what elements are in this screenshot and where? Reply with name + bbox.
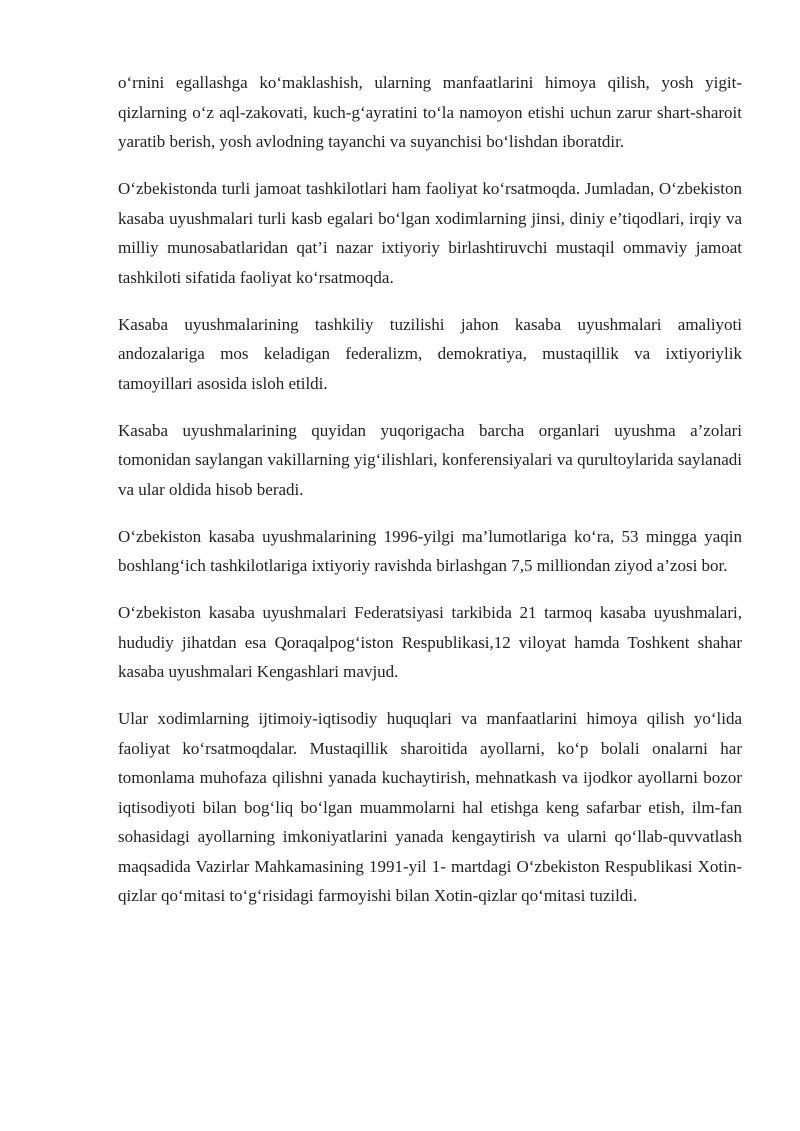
paragraph-2: O‘zbekistonda turli jamoat tashkilotlari ham faoliyat ko‘rsatmoqda. Jumladan, O‘zbekiston kasaba uyushmalari turli kasb egalari bo‘lgan xodimlarning jinsi, diniy e’tiqodlari, irqiy va milliy munosabatlaridan qat’i nazar ixtiyoriy birlashtiruvchi mustaqil ommaviy jamoat tashkiloti sifatida faoliyat ko‘rsatmoqda. (118, 179, 742, 287)
document-page (118, 68, 742, 928)
paragraph-5: O‘zbekiston kasaba uyushmalarining 1996-yilgi ma’lumotlariga ko‘ra, 53 mingga yaqin boshlang‘ich tashkilotlariga ixtiyoriy ravishda birlashgan 7,5 milliondan ziyod a’zosi bor. (118, 526, 742, 575)
paragraph-6: O‘zbekiston kasaba uyushmalari Federatsiyasi tarkibida 21 tarmoq kasaba uyushmalari, hududiy jihatdan esa Qoraqalpog‘iston Respublikasi,12 viloyat hamda Toshkent shahar kasaba uyushmalari Kengashlari mavjud. (118, 603, 742, 681)
paragraph-1: o‘rnini egallashga ko‘maklashish, ularning manfaatlarini himoya qilish, yosh yigit-qizlarning o‘z aql-zakovati, kuch-g‘ayratini to‘la namoyon etishi uchun zarur shart-sharoit yaratib berish, yosh avlodning tayanchi va suyanchisi bo‘lishdan iboratdir. (118, 73, 742, 151)
paragraph-4: Kasaba uyushmalarining quyidan yuqorigacha barcha organlari uyushma a’zolari tomonidan saylangan vakillarning yig‘ilishlari, konferensiyalari va qurultoylarida saylanadi va ular oldida hisob beradi. (118, 420, 742, 499)
paragraph-3: Kasaba uyushmalarining tashkiliy tuzilishi jahon kasaba uyushmalari amaliyoti andozalariga mos keladigan federalizm, demokratiya, mustaqillik va ixtiyoriylik tamoyillari asosida isloh etildi. (118, 314, 742, 393)
paragraph-7: Ular xodimlarning ijtimoiy-iqtisodiy huquqlari va manfaatlarini himoya qilish yo‘lida faoliyat ko‘rsatmoqdalar. Mustaqillik sharoitida ayollarni, ko‘p bolali onalarni har tomonlama muhofaza qilishni yanada kuchaytirish, mehnatkash va ijodkor ayollarni bozor iqtisodiyoti bilan bog‘liq bo‘lgan muammolarni hal etishga keng safarbar etish, ilm-fan sohasidagi ayollarning imkoniyatlarini yanada kengaytirish va ularni qo‘llab-quvvatlash maqsadida Vazirlar Mahkamasining 1991-yil 1- martdagi O‘zbekiston Respublikasi Xotin-qizlar qo‘mitasi to‘g‘risidagi farmoyishi bilan Xotin-qizlar qo‘mitasi tuzildi. (118, 709, 742, 905)
